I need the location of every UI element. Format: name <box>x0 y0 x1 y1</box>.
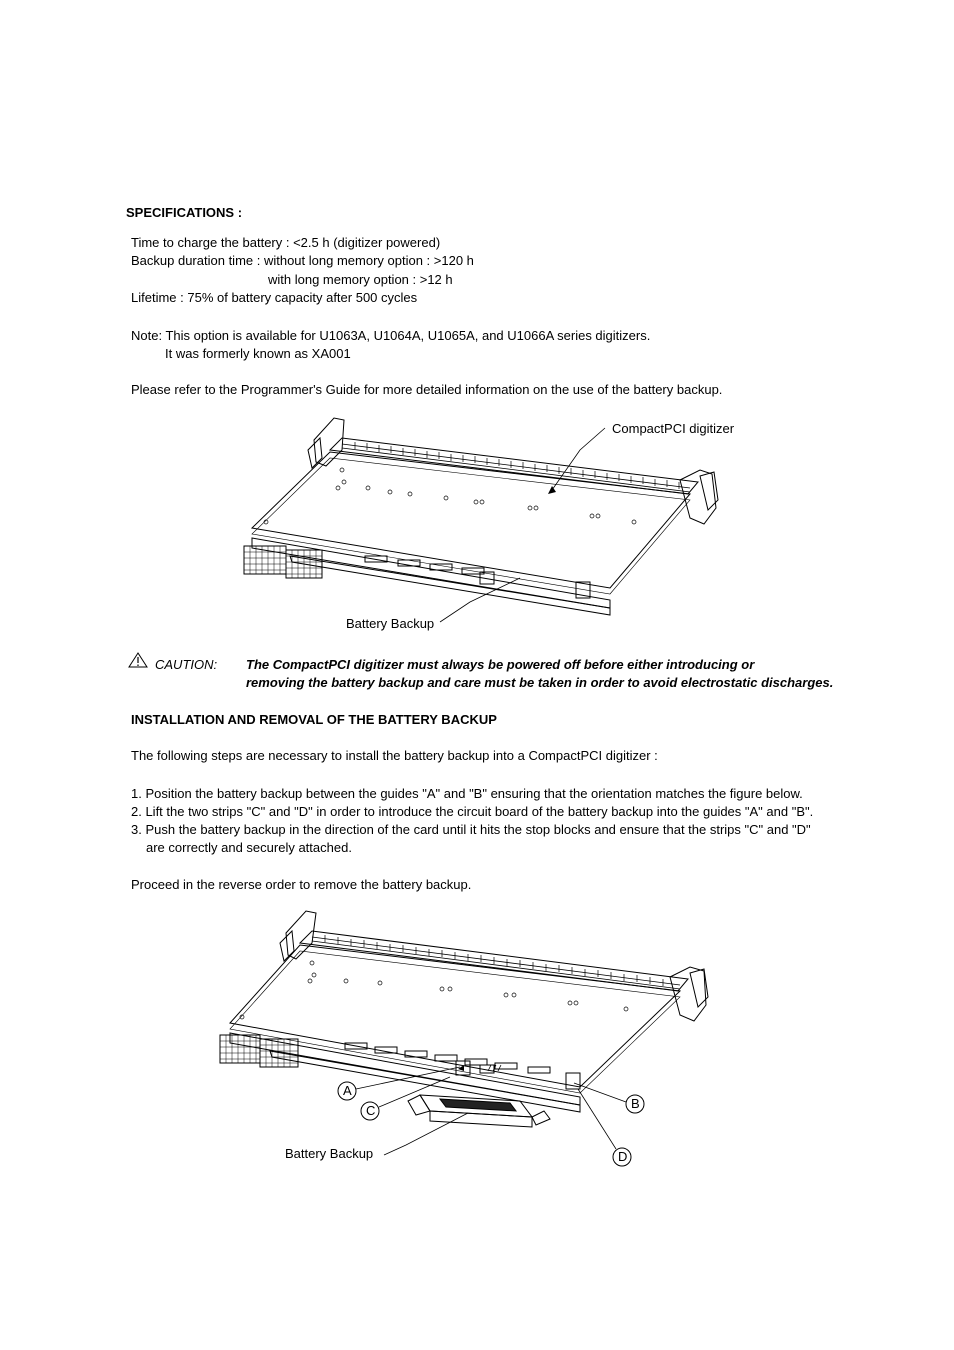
figure-digitizer-board <box>230 410 750 640</box>
spec-backup-duration: Backup duration time : without long memory option : >120 h <box>131 253 474 268</box>
reverse-order-text: Proceed in the reverse order to remove the battery backup. <box>131 877 472 892</box>
warning-triangle-icon <box>128 652 148 668</box>
spec-backup-duration-long: with long memory option : >12 h <box>268 272 453 287</box>
label-a: A <box>343 1083 352 1098</box>
step-2: 2. Lift the two strips "C" and "D" in order to introduce the circuit board of the battery backup into the guides "A" and "B". <box>131 804 814 819</box>
step-3: 3. Push the battery backup in the direction of the card until it hits the stop blocks and ensure that the strips "C" and "D" <box>131 822 811 837</box>
label-b: B <box>631 1096 640 1111</box>
label-c: C <box>366 1103 376 1118</box>
label-battery-backup-fig1: Battery Backup <box>346 616 435 631</box>
step-1: 1. Position the battery backup between the guides "A" and "B" ensuring that the orientation matches the figure below. <box>131 786 803 801</box>
installation-intro: The following steps are necessary to install the battery backup into a CompactPCI digitizer : <box>131 748 658 763</box>
caution-label: CAUTION: <box>155 657 218 672</box>
note-line1: Note: This option is available for U1063A, U1064A, U1065A, and U1066A series digitizers. <box>131 328 651 343</box>
spec-lifetime: Lifetime : 75% of battery capacity after 500 cycles <box>131 290 418 305</box>
label-compactpci-digitizer: CompactPCI digitizer <box>612 421 735 436</box>
caution-line1: The CompactPCI digitizer must always be powered off before either introducing or <box>246 657 755 672</box>
label-d: D <box>618 1149 628 1164</box>
caution-line2: removing the battery backup and care must be taken in order to avoid electrostatic discharges. <box>246 675 834 690</box>
specifications-heading: SPECIFICATIONS : <box>126 205 243 220</box>
spec-charge-time: Time to charge the battery : <2.5 h (digitizer powered) <box>131 235 441 250</box>
refer-text: Please refer to the Programmer's Guide for more detailed information on the use of the battery backup. <box>131 382 723 397</box>
note-line2: It was formerly known as XA001 <box>165 346 351 361</box>
installation-heading: INSTALLATION AND REMOVAL OF THE BATTERY BACKUP <box>131 712 497 727</box>
label-battery-backup-fig2: Battery Backup <box>285 1146 374 1161</box>
figure-battery-installation <box>210 905 730 1175</box>
step-3-continued: are correctly and securely attached. <box>146 840 352 855</box>
